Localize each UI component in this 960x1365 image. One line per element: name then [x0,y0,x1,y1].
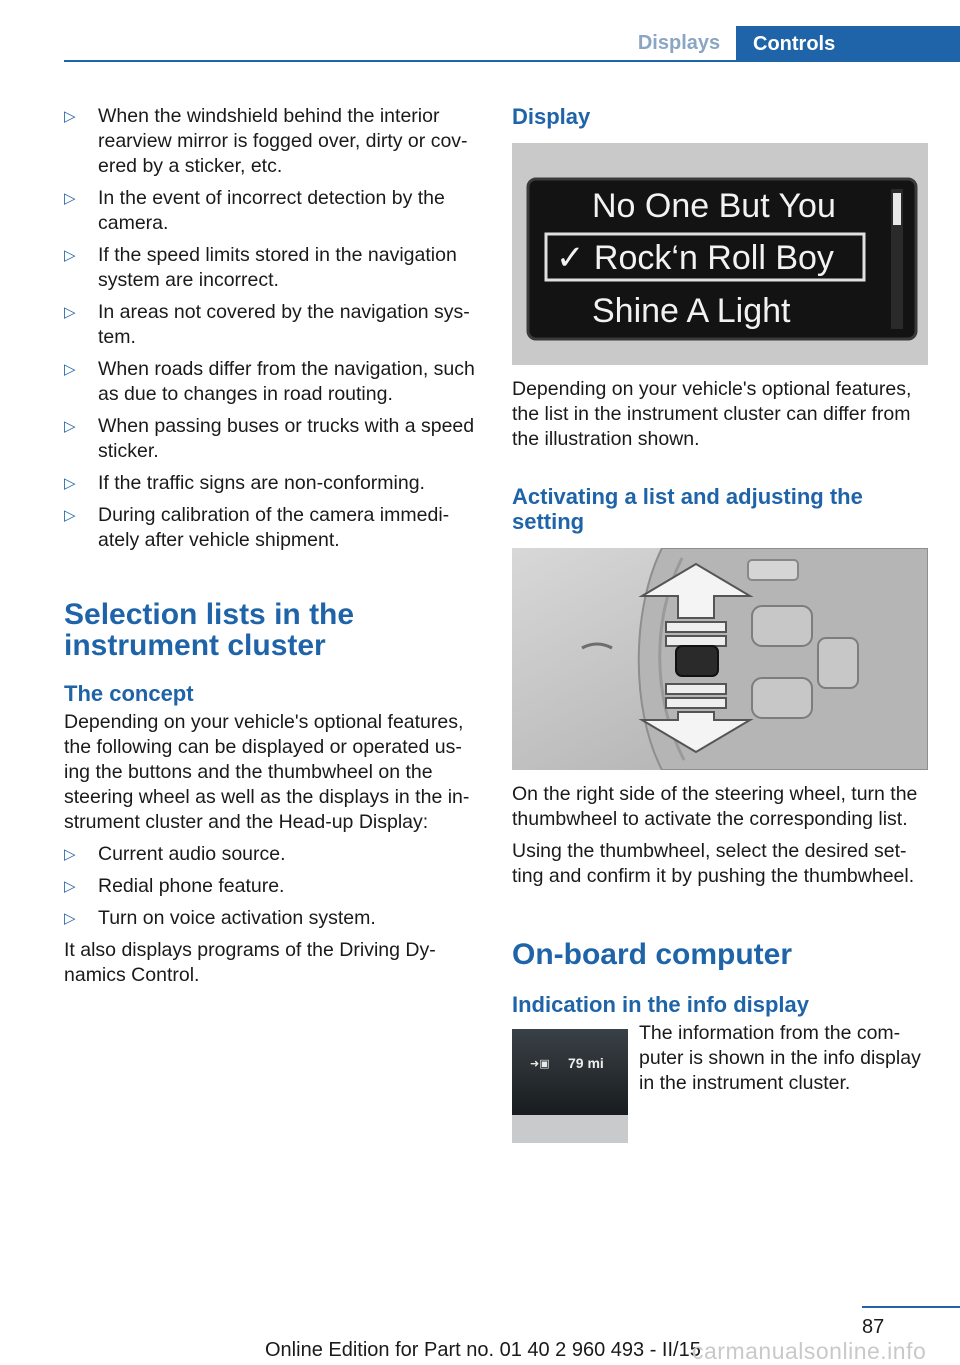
section-title: Selection lists in the instrument cluster [64,598,355,662]
triangle-bullet-icon: ▷ [64,910,76,927]
thumbwheel [676,646,718,676]
list-item [64,104,476,179]
list-item-text: When the windshield behind the interior rearview mirror is fogged over, dirty or cov-ered by a sticker, etc. [98,105,468,177]
list-item [64,503,476,553]
edition-text: Online Edition for Part no. 01 40 2 960 493 - II/15 [265,1339,701,1361]
list-item [64,874,476,899]
list-item [64,357,476,407]
list-item [64,471,476,496]
header-tab-displays: Displays [637,32,721,54]
concept-list [64,842,476,931]
list-item [64,414,476,464]
triangle-bullet-icon: ▷ [64,247,76,264]
instrument-display-illustration [512,143,928,365]
limitations-list [64,104,476,553]
triangle-bullet-icon: ▷ [64,361,76,378]
fuel-range-icon: ➜▣ [530,1058,550,1070]
display-list-item-selected: ✓ Rock‘n Roll Boy [556,239,834,277]
list-item-text: During calibration of the camera immedi-ately after vehicle shipment. [98,504,450,551]
display-list-item: No One But You [592,187,836,225]
page-number: 87 [862,1316,885,1338]
list-item-text: If the traffic signs are non-conforming. [98,472,425,494]
watermark: carmanualsonline.info [692,1338,927,1364]
steering-wheel-illustration [512,548,928,770]
list-item-text: Redial phone feature. [98,875,285,897]
triangle-bullet-icon: ▷ [64,475,76,492]
triangle-bullet-icon: ▷ [64,418,76,435]
indication-title: Indication in the info display [512,992,810,1017]
onboard-title: On-board computer [512,938,793,971]
concept-title: The concept [64,681,194,706]
list-item-text: In areas not covered by the navigation sys-tem. [98,301,470,348]
indication-block [512,1022,930,1143]
list-item-text: When passing buses or trucks with a speed sticker. [98,415,475,462]
triangle-bullet-icon: ▷ [64,846,76,863]
info-display-figure [512,1029,628,1143]
closing-text: It also displays programs of the Driving Dy-namics Control. [64,939,436,986]
activating-title: Activating a list and adjusting the setting [512,484,863,534]
list-item-text: When roads differ from the navigation, such as due to changes in road routing. [98,358,475,405]
indication-text: The information from the com-puter is shown in the info display in the instrument cluster. [639,1022,921,1094]
activating-text-2: Using the thumbwheel, select the desired set-ting and confirm it by pushing the thumbwheel. [512,840,915,887]
triangle-bullet-icon: ▷ [64,108,76,125]
list-item-text: Turn on voice activation system. [98,907,376,929]
left-column [64,104,476,995]
list-item-text: In the event of incorrect detection by the camera. [98,187,445,234]
display-list-item: Shine A Light [592,292,791,330]
display-title: Display [512,104,591,129]
triangle-bullet-icon: ▷ [64,878,76,895]
footer-rule [862,1306,960,1308]
triangle-bullet-icon: ▷ [64,507,76,524]
triangle-bullet-icon: ▷ [64,190,76,207]
list-item-text: Current audio source. [98,843,286,865]
list-item [64,906,476,931]
list-item-text: If the speed limits stored in the navigation system are incorrect. [98,244,457,291]
list-item [64,842,476,867]
concept-text: Depending on your vehicle's optional features, the following can be displayed or operated us-ing the buttons and the thumbwheel on the steering wheel as well as the displays in the in-strument cluster and the Head-up Display: [64,711,470,833]
list-item [64,243,476,293]
range-readout: 79 mi [568,1055,604,1071]
display-figure [512,143,928,365]
display-caption: Depending on your vehicle's optional features, the list in the instrument cluster can differ from the illustration shown. [512,378,912,450]
list-item [64,300,476,350]
header-tab-controls: Controls [736,26,960,62]
header-rule [64,60,960,62]
steering-wheel-figure [512,548,928,770]
activating-text-1: On the right side of the steering wheel, turn the thumbwheel to activate the corresponding list. [512,783,918,830]
right-column [512,104,930,1143]
triangle-bullet-icon: ▷ [64,304,76,321]
list-item [64,186,476,236]
